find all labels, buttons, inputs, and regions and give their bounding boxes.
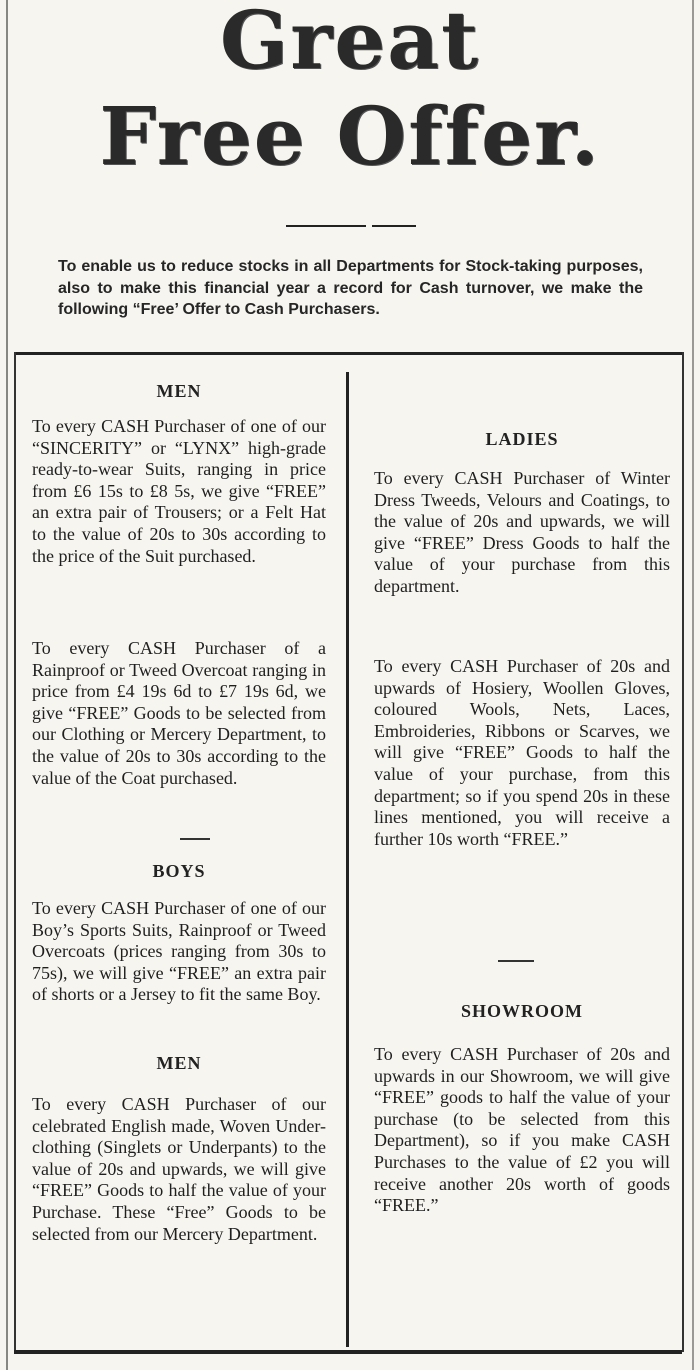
left-border-rule [14,352,16,1352]
page-edge-right [692,0,694,1370]
column-divider [346,372,349,1347]
men-offer-overcoats: To every CASH Purchaser of a Rainproof or Tweed Overcoat ranging in price from £4 19s 6d to £7 19s 6d, we give “FREE” Goods to be selected from our Clothing or Mercery Department, to the value of 20s to 30s according to the value of the Coat purchased. [32,638,326,788]
headline-rule-left [286,225,366,227]
showroom-offer: To every CASH Purchaser of 20s and upwards in our Showroom, we will give “FREE” goods to half the value of your purchase (to be selected from this Department), so if you make CASH Purchases to the value of £2 you will receive another 20s worth of goods “FREE.” [374,1044,670,1216]
bottom-rule [14,1350,682,1354]
section-heading-men-underclothing: MEN [156,1053,202,1073]
ladies-offer-hosiery: To every CASH Purchaser of 20s and upwards of Hosiery, Woollen Gloves, coloured Wools, Nets, Laces, Embroideries, Ribbons or Scarves, we will give “FREE” Goods to half the value of your purchase, from this department; so if you spend 20s in these lines mentioned, you will receive a further 10s worth “FREE.” [374,656,670,849]
top-column-rule [14,352,682,355]
intro-paragraph: To enable us to reduce stocks in all Departments for Stock-taking purposes, also to make this financial year a record for Cash turnover, we make the following “Free’ Offer to Cash Purchasers. [58,258,643,318]
ornament-dash [498,960,534,962]
men-offer-suits: To every CASH Purchaser of one of our “SINCERITY” or “LYNX” high-grade ready-to-wear Suits, ranging in price from £6 15s to £8 5s, we give “FREE” an extra pair of Trousers; or a Felt Hat to the value of 20s to 30s according to the price of the Suit purchased. [32,416,326,566]
ornament-dash [180,838,210,840]
section-heading-showroom: SHOWROOM [460,1001,583,1021]
headline-great: Great [219,0,481,87]
men-offer-underclothing: To every CASH Purchaser of our celebrated English made, Woven Under-clothing (Singlets or Underpants) to the value of 20s and upwards, we will give “FREE” Goods to half the value of your Purchase. These “Free” Goods to be selected from our Mercery Department. [32,1094,326,1244]
page-edge-left [6,0,8,1370]
section-heading-men: MEN [156,381,202,401]
right-border-rule [682,352,684,1352]
headline-free-offer: Free Offer. [99,89,601,183]
ladies-offer-dress-goods: To every CASH Purchaser of Winter Dress Tweeds, Velours and Coatings, to the value of 20s and upwards, we will give “FREE” Dress Goods to half the value of your purchase from this department. [374,468,670,596]
section-heading-ladies: LADIES [485,429,559,449]
headline-rule-right [372,225,416,227]
boys-offer: To every CASH Purchaser of one of our Boy’s Sports Suits, Rainproof or Tweed Overcoats (prices ranging from 30s to 75s), we will give “FREE” an extra pair of shorts or a Jersey to fit the same Boy. [32,898,326,1005]
section-heading-boys: BOYS [152,861,206,881]
